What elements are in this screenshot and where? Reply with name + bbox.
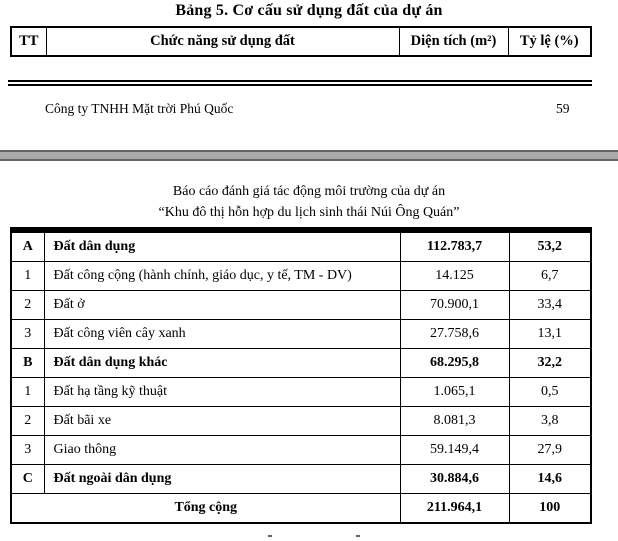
cell-area: 68.295,8: [400, 349, 509, 378]
page-break-bar: [0, 150, 618, 161]
cell-ratio: 14,6: [509, 465, 591, 494]
cell-function: Đất hạ tầng kỹ thuật: [44, 378, 400, 407]
cell-area: 70.900,1: [400, 291, 509, 320]
cell-ratio: 27,9: [509, 436, 591, 465]
clipped-caption-fragment: [268, 535, 272, 537]
cell-ratio: 0,5: [509, 378, 591, 407]
total-label: Tổng cộng: [11, 494, 400, 524]
land-use-table-header: [10, 26, 592, 57]
cell-area: 112.783,7: [400, 230, 509, 262]
cell-area: 14.125: [400, 262, 509, 291]
cell-function: Giao thông: [44, 436, 400, 465]
cell-tt: 2: [11, 291, 44, 320]
cell-ratio: 32,2: [509, 349, 591, 378]
table-row: [11, 436, 591, 465]
table-row: [11, 230, 591, 262]
header-row: [11, 27, 591, 56]
cell-area: 59.149,4: [400, 436, 509, 465]
cell-function: Đất công viên cây xanh: [44, 320, 400, 349]
cell-ratio: 13,1: [509, 320, 591, 349]
cell-tt: 3: [11, 436, 44, 465]
cell-area: 27.758,6: [400, 320, 509, 349]
cell-function: Đất ngoài dân dụng: [44, 465, 400, 494]
cell-ratio: 3,8: [509, 407, 591, 436]
col-header-tt: TT: [11, 27, 46, 56]
cell-ratio: 6,7: [509, 262, 591, 291]
col-header-ratio: Tỷ lệ (%): [508, 27, 591, 56]
table-row: [11, 465, 591, 494]
cell-tt: A: [11, 230, 44, 262]
land-use-table-body: [10, 227, 592, 524]
cell-area: 1.065,1: [400, 378, 509, 407]
cell-area: 8.081,3: [400, 407, 509, 436]
cell-area: 30.884,6: [400, 465, 509, 494]
cell-tt: 3: [11, 320, 44, 349]
table-row: [11, 349, 591, 378]
clipped-caption-fragment: [356, 535, 360, 537]
running-header-line1: Báo cáo đánh giá tác động môi trường của dự án: [172, 184, 446, 199]
cell-tt: C: [11, 465, 44, 494]
total-ratio: 100: [509, 494, 591, 524]
col-header-area: Diện tích (m²): [399, 27, 508, 56]
footer-divider: [8, 80, 592, 86]
running-header-line2: “Khu đô thị hỗn hợp du lịch sinh thái Núi Ông Quán”: [158, 205, 460, 220]
cell-function: Đất bãi xe: [44, 407, 400, 436]
cell-function: Đất công cộng (hành chính, giáo dục, y tế, TM - DV): [44, 262, 400, 291]
cell-ratio: 33,4: [509, 291, 591, 320]
table-row: [11, 378, 591, 407]
footer-page-number: 59: [556, 101, 570, 116]
cell-function: Đất ở: [44, 291, 400, 320]
cell-function: Đất dân dụng: [44, 230, 400, 262]
total-row: [11, 494, 591, 524]
table-row: [11, 407, 591, 436]
cell-function: Đất dân dụng khác: [44, 349, 400, 378]
cell-tt: 1: [11, 378, 44, 407]
total-area: 211.964,1: [400, 494, 509, 524]
footer-company: Công ty TNHH Mặt trời Phú Quốc: [45, 101, 234, 116]
table-row: [11, 320, 591, 349]
cell-tt: B: [11, 349, 44, 378]
table-caption: Bảng 5. Cơ cấu sử dụng đất của dự án: [175, 2, 443, 19]
running-header: [0, 181, 618, 223]
cell-tt: 2: [11, 407, 44, 436]
table-row: [11, 291, 591, 320]
col-header-function: Chức năng sử dụng đất: [46, 27, 399, 56]
cell-ratio: 53,2: [509, 230, 591, 262]
table-row: [11, 262, 591, 291]
cell-tt: 1: [11, 262, 44, 291]
